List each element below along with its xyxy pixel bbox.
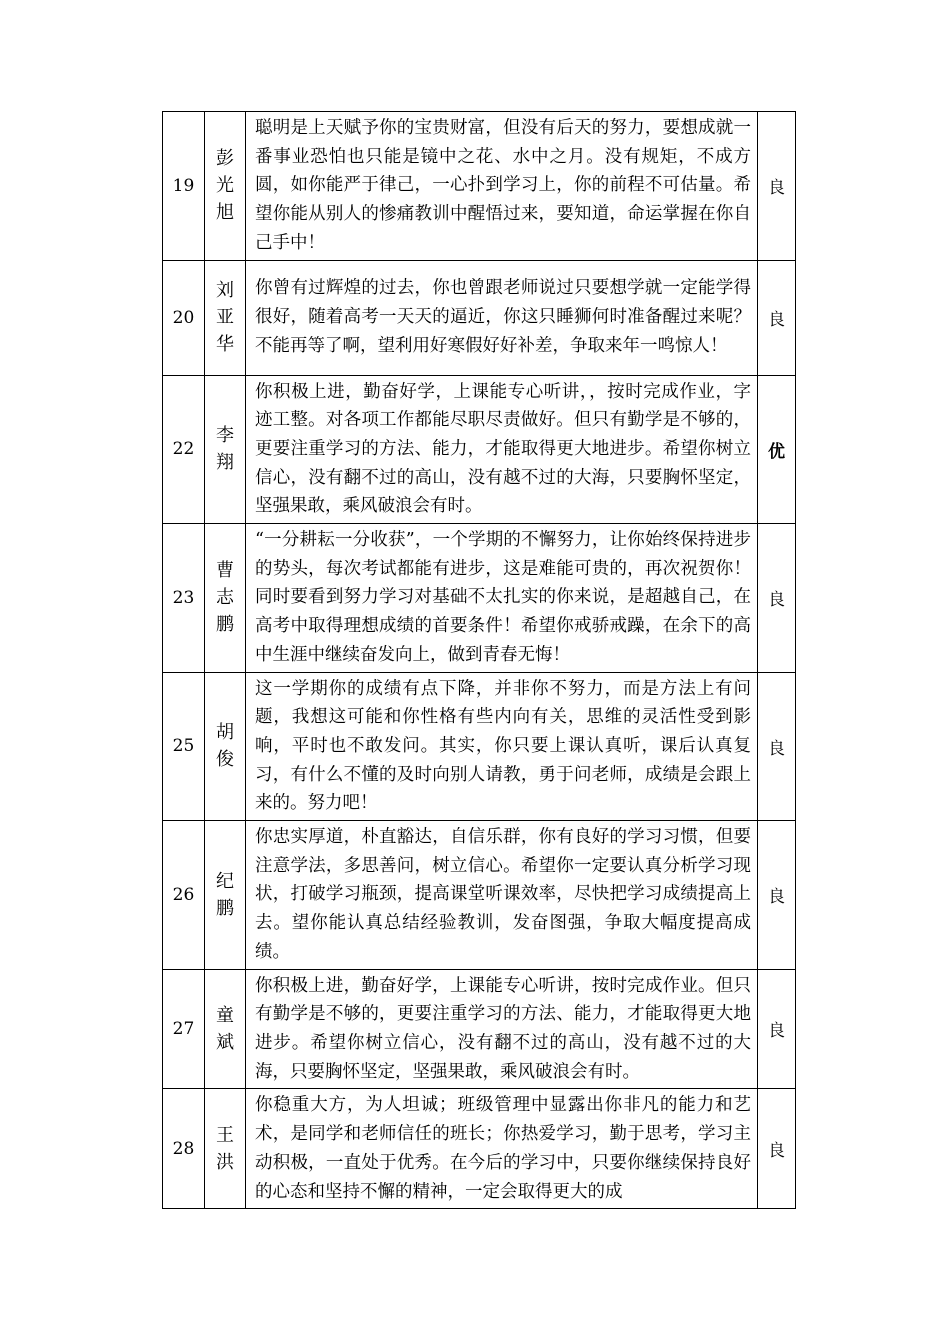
student-name: 曹志鹏	[205, 524, 246, 673]
table-row	[163, 1089, 796, 1209]
teacher-comment: 聪明是上天赋予你的宝贵财富，但没有后天的努力，要想成就一番事业恐怕也只能是镜中之花、水中之月。没有规矩，不成方圆，如你能严于律己，一心扑到学习上，你的前程不可估量。希望你能从别人的惨痛教训中醒悟过来，要知道，命运掌握在你自己手中！	[246, 112, 758, 261]
teacher-comment: 你积极上进，勤奋好学，上课能专心听讲，按时完成作业。但只有勤学是不够的，更要注重学习的方法、能力，才能取得更大地进步。希望你树立信心，没有翻不过的高山，没有越不过的大海，只要胸怀坚定，坚强果敢，乘风破浪会有时。	[246, 969, 758, 1089]
student-number: 20	[163, 260, 205, 375]
teacher-comment: “一分耕耘一分收获”，一个学期的不懈努力，让你始终保持进步的势头，每次考试都能有进步，这是难能可贵的，再次祝贺你！同时要看到努力学习对基础不太扎实的你来说，是超越自己，在高考中取得理想成绩的首要条件！希望你戒骄戒躁，在余下的高中生涯中继续奋发向上，做到青春无悔！	[246, 524, 758, 673]
teacher-comment: 你曾有过辉煌的过去，你也曾跟老师说过只要想学就一定能学得很好，随着高考一天天的逼近，你这只睡狮何时准备醒过来呢？不能再等了啊，望利用好寒假好好补差，争取来年一鸣惊人！	[246, 260, 758, 375]
student-number: 28	[163, 1089, 205, 1209]
grade: 优	[758, 375, 796, 524]
student-name: 纪鹏	[205, 821, 246, 970]
student-name: 刘亚华	[205, 260, 246, 375]
student-number: 23	[163, 524, 205, 673]
grade: 良	[758, 260, 796, 375]
student-number: 19	[163, 112, 205, 261]
evaluation-table	[162, 111, 796, 1209]
table-row	[163, 260, 796, 375]
table-row	[163, 524, 796, 673]
student-name: 童斌	[205, 969, 246, 1089]
student-number: 22	[163, 375, 205, 524]
table-row	[163, 375, 796, 524]
teacher-comment: 你积极上进，勤奋好学，上课能专心听讲，，按时完成作业，字迹工整。对各项工作都能尽职尽责做好。但只有勤学是不够的，更要注重学习的方法、能力，才能取得更大地进步。希望你树立信心，没有翻不过的高山，没有越不过的大海，只要胸怀坚定，坚强果敢，乘风破浪会有时。	[246, 375, 758, 524]
table-row	[163, 969, 796, 1089]
student-name: 王洪	[205, 1089, 246, 1209]
student-number: 26	[163, 821, 205, 970]
teacher-comment: 你稳重大方，为人坦诚；班级管理中显露出你非凡的能力和艺术，是同学和老师信任的班长；你热爱学习，勤于思考，学习主动积极，一直处于优秀。在今后的学习中，只要你继续保持良好的心态和坚持不懈的精神，一定会取得更大的成	[246, 1089, 758, 1209]
student-name: 彭光旭	[205, 112, 246, 261]
table-row	[163, 672, 796, 821]
grade: 良	[758, 112, 796, 261]
student-number: 27	[163, 969, 205, 1089]
grade: 良	[758, 1089, 796, 1209]
student-number: 25	[163, 672, 205, 821]
grade: 良	[758, 969, 796, 1089]
teacher-comment: 这一学期你的成绩有点下降，并非你不努力，而是方法上有问题，我想这可能和你性格有些内向有关，思维的灵活性受到影响，平时也不敢发问。其实，你只要上课认真听，课后认真复习，有什么不懂的及时向别人请教，勇于问老师，成绩是会跟上来的。努力吧！	[246, 672, 758, 821]
grade: 良	[758, 672, 796, 821]
table-row	[163, 821, 796, 970]
student-name: 胡俊	[205, 672, 246, 821]
grade: 良	[758, 524, 796, 673]
student-name: 李翔	[205, 375, 246, 524]
teacher-comment: 你忠实厚道，朴直豁达，自信乐群，你有良好的学习习惯，但要注意学法，多思善问，树立信心。希望你一定要认真分析学习现状，打破学习瓶颈，提高课堂听课效率，尽快把学习成绩提高上去。望你能认真总结经验教训，发奋图强，争取大幅度提高成绩。	[246, 821, 758, 970]
table-row	[163, 112, 796, 261]
grade: 良	[758, 821, 796, 970]
